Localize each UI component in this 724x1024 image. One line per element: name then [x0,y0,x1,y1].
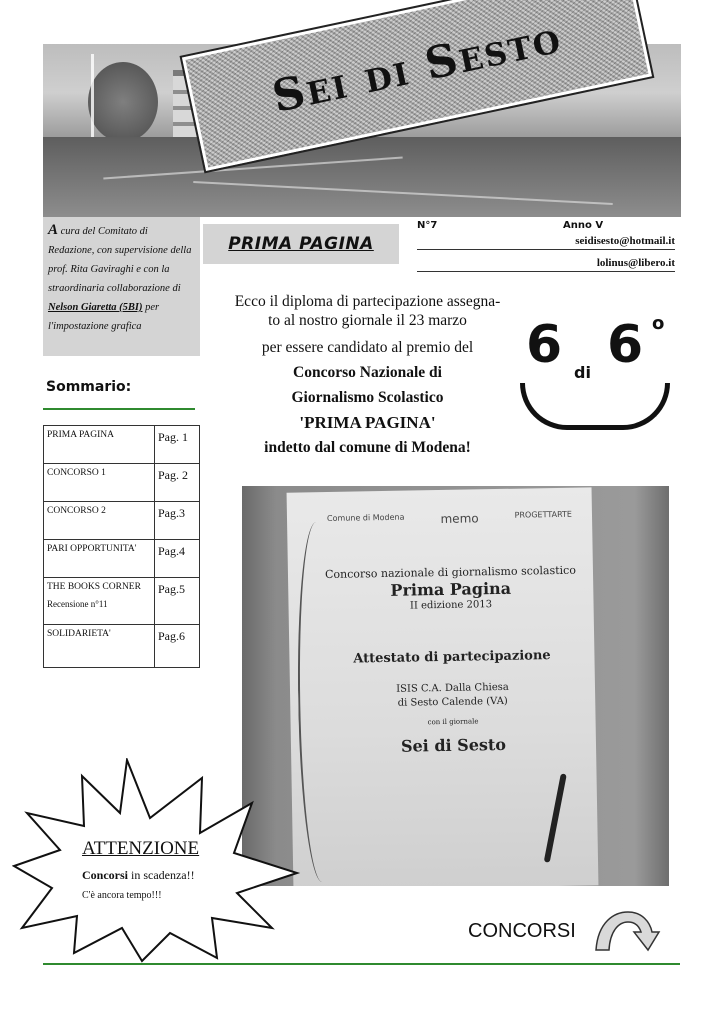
attention-line-1 [82,868,195,883]
editorial-credits [43,217,200,356]
summary-table [43,425,200,668]
section-label: PRIMA PAGINA [228,234,374,254]
toc-title: PARI OPPORTUNITA' [44,540,155,578]
section-label-box [203,224,399,264]
credits-text-2: per l'impostazione grafica [48,302,160,332]
toc-page: Pag.4 [155,540,200,578]
article-line: Ecco il diploma di partecipazione assegna- [234,293,501,310]
certificate-line: II edizione 2013 [409,599,493,612]
logo-six-left: 6 [526,315,563,375]
toc-page: Pag.3 [155,502,200,540]
certificate-line: Prima Pagina [390,578,512,600]
email-1[interactable]: seidisesto@hotmail.it [417,235,675,250]
article-line: Giornalismo Scolastico [291,389,444,406]
table-row[interactable] [44,540,200,578]
logo-memo: memo [440,511,479,527]
credits-initial: A [48,222,59,238]
toc-title: PRIMA PAGINA [44,426,155,464]
table-row[interactable] [44,464,200,502]
certificate-photo [242,486,669,886]
toc-page: Pag. 1 [155,426,200,464]
issue-number: N°7 [417,220,438,231]
article-line: per essere candidato al premio del [261,339,474,356]
table-row[interactable] [44,502,200,540]
credits-text-1: cura del Comitato di Redazione, con supervisione della prof. Rita Gaviraghi e con la straordinaria collaborazione di [48,226,192,294]
attention-title: ATTENZIONE [82,838,200,859]
certificate-line: Attestato di partecipazione [353,648,551,667]
issue-year: Anno V [563,220,604,231]
summary-title: Sommario: [46,379,132,395]
table-row[interactable] [44,426,200,464]
logo-degree: o [652,313,665,334]
schoolyard [43,137,681,217]
table-row[interactable] [44,625,200,668]
footer-divider [43,963,680,965]
logo-progettarte: PROGETTARTE [514,509,573,520]
article-line: indetto dal comune di Modena! [264,439,471,456]
article-text [205,290,530,459]
article-line: to al nostro giornale il 23 marzo [268,312,467,329]
attention-starburst [12,758,302,963]
toc-title: THE BOOKS CORNER [47,582,141,592]
tree-image [88,62,158,142]
six-di-sixth-logo [512,305,672,435]
attention-bold: Concorsi [82,868,128,882]
attention-rest: in scadenza!! [128,868,195,882]
article-line: Concorso Nazionale di [293,364,442,381]
masthead-title: Sei di Sesto [267,11,566,123]
certificate-line: Sei di Sesto [400,734,507,756]
smile-icon [520,383,670,430]
table-row[interactable] [44,578,200,625]
summary-divider [43,408,195,410]
logo-di: di [574,363,591,382]
starburst-icon [12,758,302,963]
credits-name: Nelson Giaretta (5BI) [48,302,143,313]
certificate-line: ISIS C.A. Dalla Chiesa [396,681,509,695]
certificate-paper [287,487,599,886]
certificate-line: di Sesto Calende (VA) [397,695,508,709]
certificate-logos [327,510,572,528]
toc-page: Pag. 2 [155,464,200,502]
logo-comune: Comune di Modena [326,512,405,523]
toc-page: Pag.6 [155,625,200,668]
certificate-line: con il giornale [427,717,479,727]
toc-subtitle: Recensione n°11 [47,599,108,609]
email-2[interactable]: lolinus@libero.it [417,257,675,272]
toc-title: SOLIDARIETA' [44,625,155,668]
attention-line-2: C'è ancora tempo!!! [82,890,162,901]
article-line: 'PRIMA PAGINA' [299,413,436,432]
pen-icon [544,773,567,862]
next-page-link[interactable]: CONCORSI [468,920,576,942]
logo-six-right: 6 [607,315,644,375]
toc-title: CONCORSO 2 [44,502,155,540]
toc-title: CONCORSO 1 [44,464,155,502]
toc-page: Pag.5 [155,578,200,625]
curved-arrow-icon[interactable] [592,908,662,952]
certificate-line: Concorso nazionale di giornalismo scolastico [324,563,577,582]
